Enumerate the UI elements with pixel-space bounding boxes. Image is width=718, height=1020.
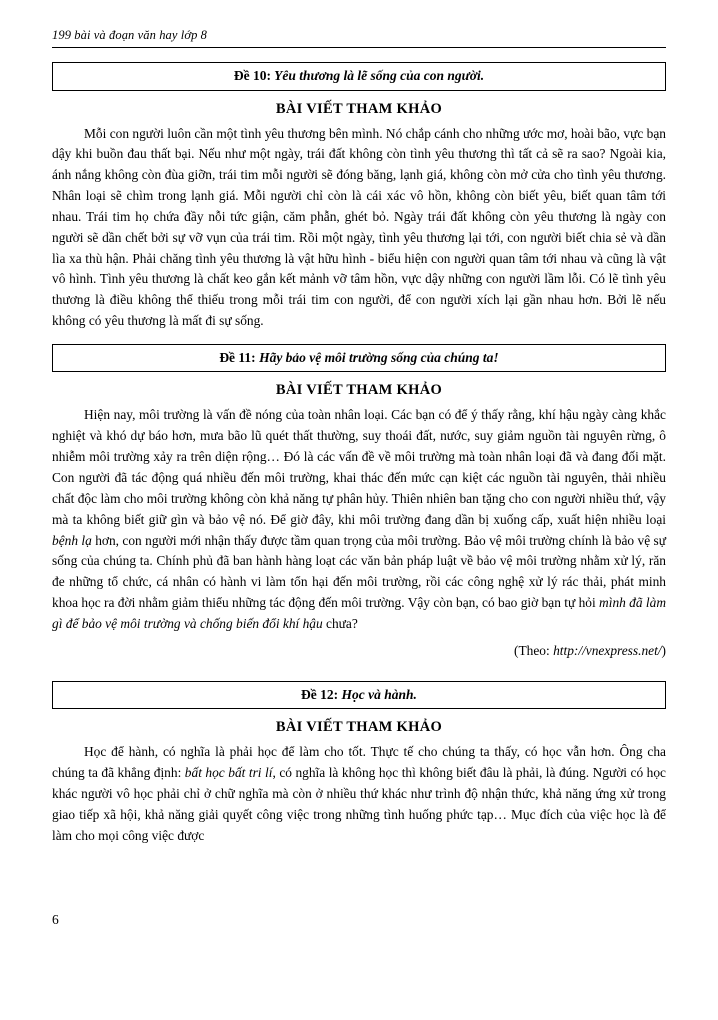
de-10-label: Đề 10:: [233, 68, 272, 83]
de-11-emphasis-1: bệnh lạ: [52, 532, 92, 548]
de-11-text-part-1: Hiện nay, môi trường là vấn đề nóng của toàn nhân loại. Các bạn có để ý thấy rằng, khí hậu ngày càng khắc nghiệt và khó dự báo hơn, mưa bão lũ quét thất thường, suy thoái đất, nước, suy giảm nguồn tài nguyên rừng, ô nhiễm môi trường xảy ra trên diện rộng… Đó là các vấn đề về môi trường mà toàn nhân loại đã và đang đối mặt. Con người đã tác động quá nhiều đến môi trường, khai thác đến mức cạn kiệt các nguồn tài nguyên, thải nhiều chất độc làm cho môi trường không còn khả năng tự phân hủy. Thiên nhiên ban tặng cho con người nhiều thứ, vậy mà ta không biết giữ gìn và bảo vệ nó. Để giờ đây, khi môi trường đang dần bị xuống cấp, xuất hiện nhiều loại: [52, 407, 666, 527]
de-12-emphasis-1: bất học bất tri lí: [184, 765, 273, 781]
de-12-title: Học và hành.: [338, 686, 417, 702]
de-12-subheading: BÀI VIẾT THAM KHẢO: [275, 719, 443, 736]
de-11-text-part-3: chưa?: [322, 615, 358, 631]
de-11-label: Đề 11:: [219, 349, 256, 365]
de-11-emphasis-2: mình đã làm gì để bảo vệ môi trường và chống biến đổi khí hậu: [52, 595, 667, 631]
de-12-text-part-1: Học để hành, có nghĩa là phải học để làm cho tốt. Thực tế cho chúng ta thấy, có học vẫn hơn. Ông cha chúng ta đã khẳng định:: [52, 744, 666, 781]
de-10-subheading: BÀI VIẾT THAM KHẢO: [275, 100, 443, 117]
de-10-paragraph: Mỗi con người luôn cần một tình yêu thương bên mình. Nó chắp cánh cho những ước mơ, hoài bão, vực bạn dậy khi buồn đau thất bại. Nếu như một ngày, trái đất không còn tình yêu thương thì tất cả sẽ ra sao? Ngoài kia, ánh nắng không còn đùa giỡn, trái tim mỗi người sẽ đóng băng, lạnh giá, không còn mở cửa cho tình yêu thương. Nhân loại sẽ chìm trong lạnh giá. Mỗi người chỉ còn là cái xác vô hồn, không còn biết yêu, biết quan tâm tới nhau. Trái tim họ chứa đầy nỗi tức giận, căm phẫn, ghét bỏ. Ngày trái đất không còn yêu thương là ngày con người sẽ dần chết bởi sự vỡ vụn của trái tim. Rồi một ngày, tình yêu thương lại tới, con người biết chia sẻ và dần lìa xa thù hận. Phải chăng tình yêu thương là vật hữu hình - biểu hiện con người quan tâm tới nhau và cũng là vật vô hình. Tình yêu thương là chất keo gắn kết mảnh vỡ tâm hồn, vực dậy những con người lầm lỗi. Có lẽ tình yêu thương là điều không thể thiếu trong mỗi trái tim con người, để con người xích lại gần nhau hơn. Bởi lẽ nếu không có yêu thương là mất đi sự sống.: [52, 125, 666, 329]
page-number: 6: [52, 912, 59, 927]
de-11-source: [52, 641, 666, 661]
header-rule: [52, 47, 666, 48]
section-de-12: [52, 681, 666, 847]
section-spacer: [52, 673, 666, 681]
source-url: http://vnexpress.net/: [553, 642, 662, 658]
de-11-heading-box: [52, 344, 666, 373]
de-11-text-part-2: hơn, con người mới nhận thấy được tầm quan trọng của môi trường. Bảo vệ môi trường chính là bảo vệ sự sống của chúng ta. Chính phủ đã ban hành hàng loạt các văn bản pháp luật về bảo vệ môi trường nhằm xử lý, răn đe những tổ chức, cá nhân có hành vi làm tổn hại đến môi trường, rồi các công nghệ xử lý rác thải, phát minh khoa học ra đời nhằm giảm thiểu những tác động đến môi trường. Vậy còn bạn, có bao giờ bạn tự hỏi: [52, 532, 666, 611]
de-11-paragraph: [52, 405, 666, 634]
de-10-title: Yêu thương là lẽ sống của con người.: [271, 68, 485, 83]
de-10-heading-box: [52, 62, 666, 91]
section-de-11: [52, 344, 666, 661]
de-11-subheading: BÀI VIẾT THAM KHẢO: [275, 382, 443, 399]
de-12-text-part-2: , có nghĩa là không học thì không biết đâu là phải, là đúng. Người có học khác người vô học phải chỉ ở chữ nghĩa mà còn ở nhiều thứ khác như trình độ nhận thức, khả năng ứng xử trong giao tiếp xã hội, khả năng giải quyết công việc trong những tình huống phức tạp… Mục đích của việc học là để làm cho mọi công việc được: [52, 765, 666, 843]
de-11-title: Hãy bảo vệ môi trường sống của chúng ta!: [255, 349, 499, 365]
running-head: 199 bài và đoạn văn hay lớp 8: [52, 28, 208, 42]
section-de-10: [52, 62, 666, 332]
de-12-paragraph: [52, 742, 666, 846]
de-12-heading-box: [52, 681, 666, 710]
de-12-label: Đề 12:: [301, 686, 339, 702]
source-prefix: (Theo:: [514, 642, 554, 658]
source-suffix: ): [661, 642, 666, 658]
